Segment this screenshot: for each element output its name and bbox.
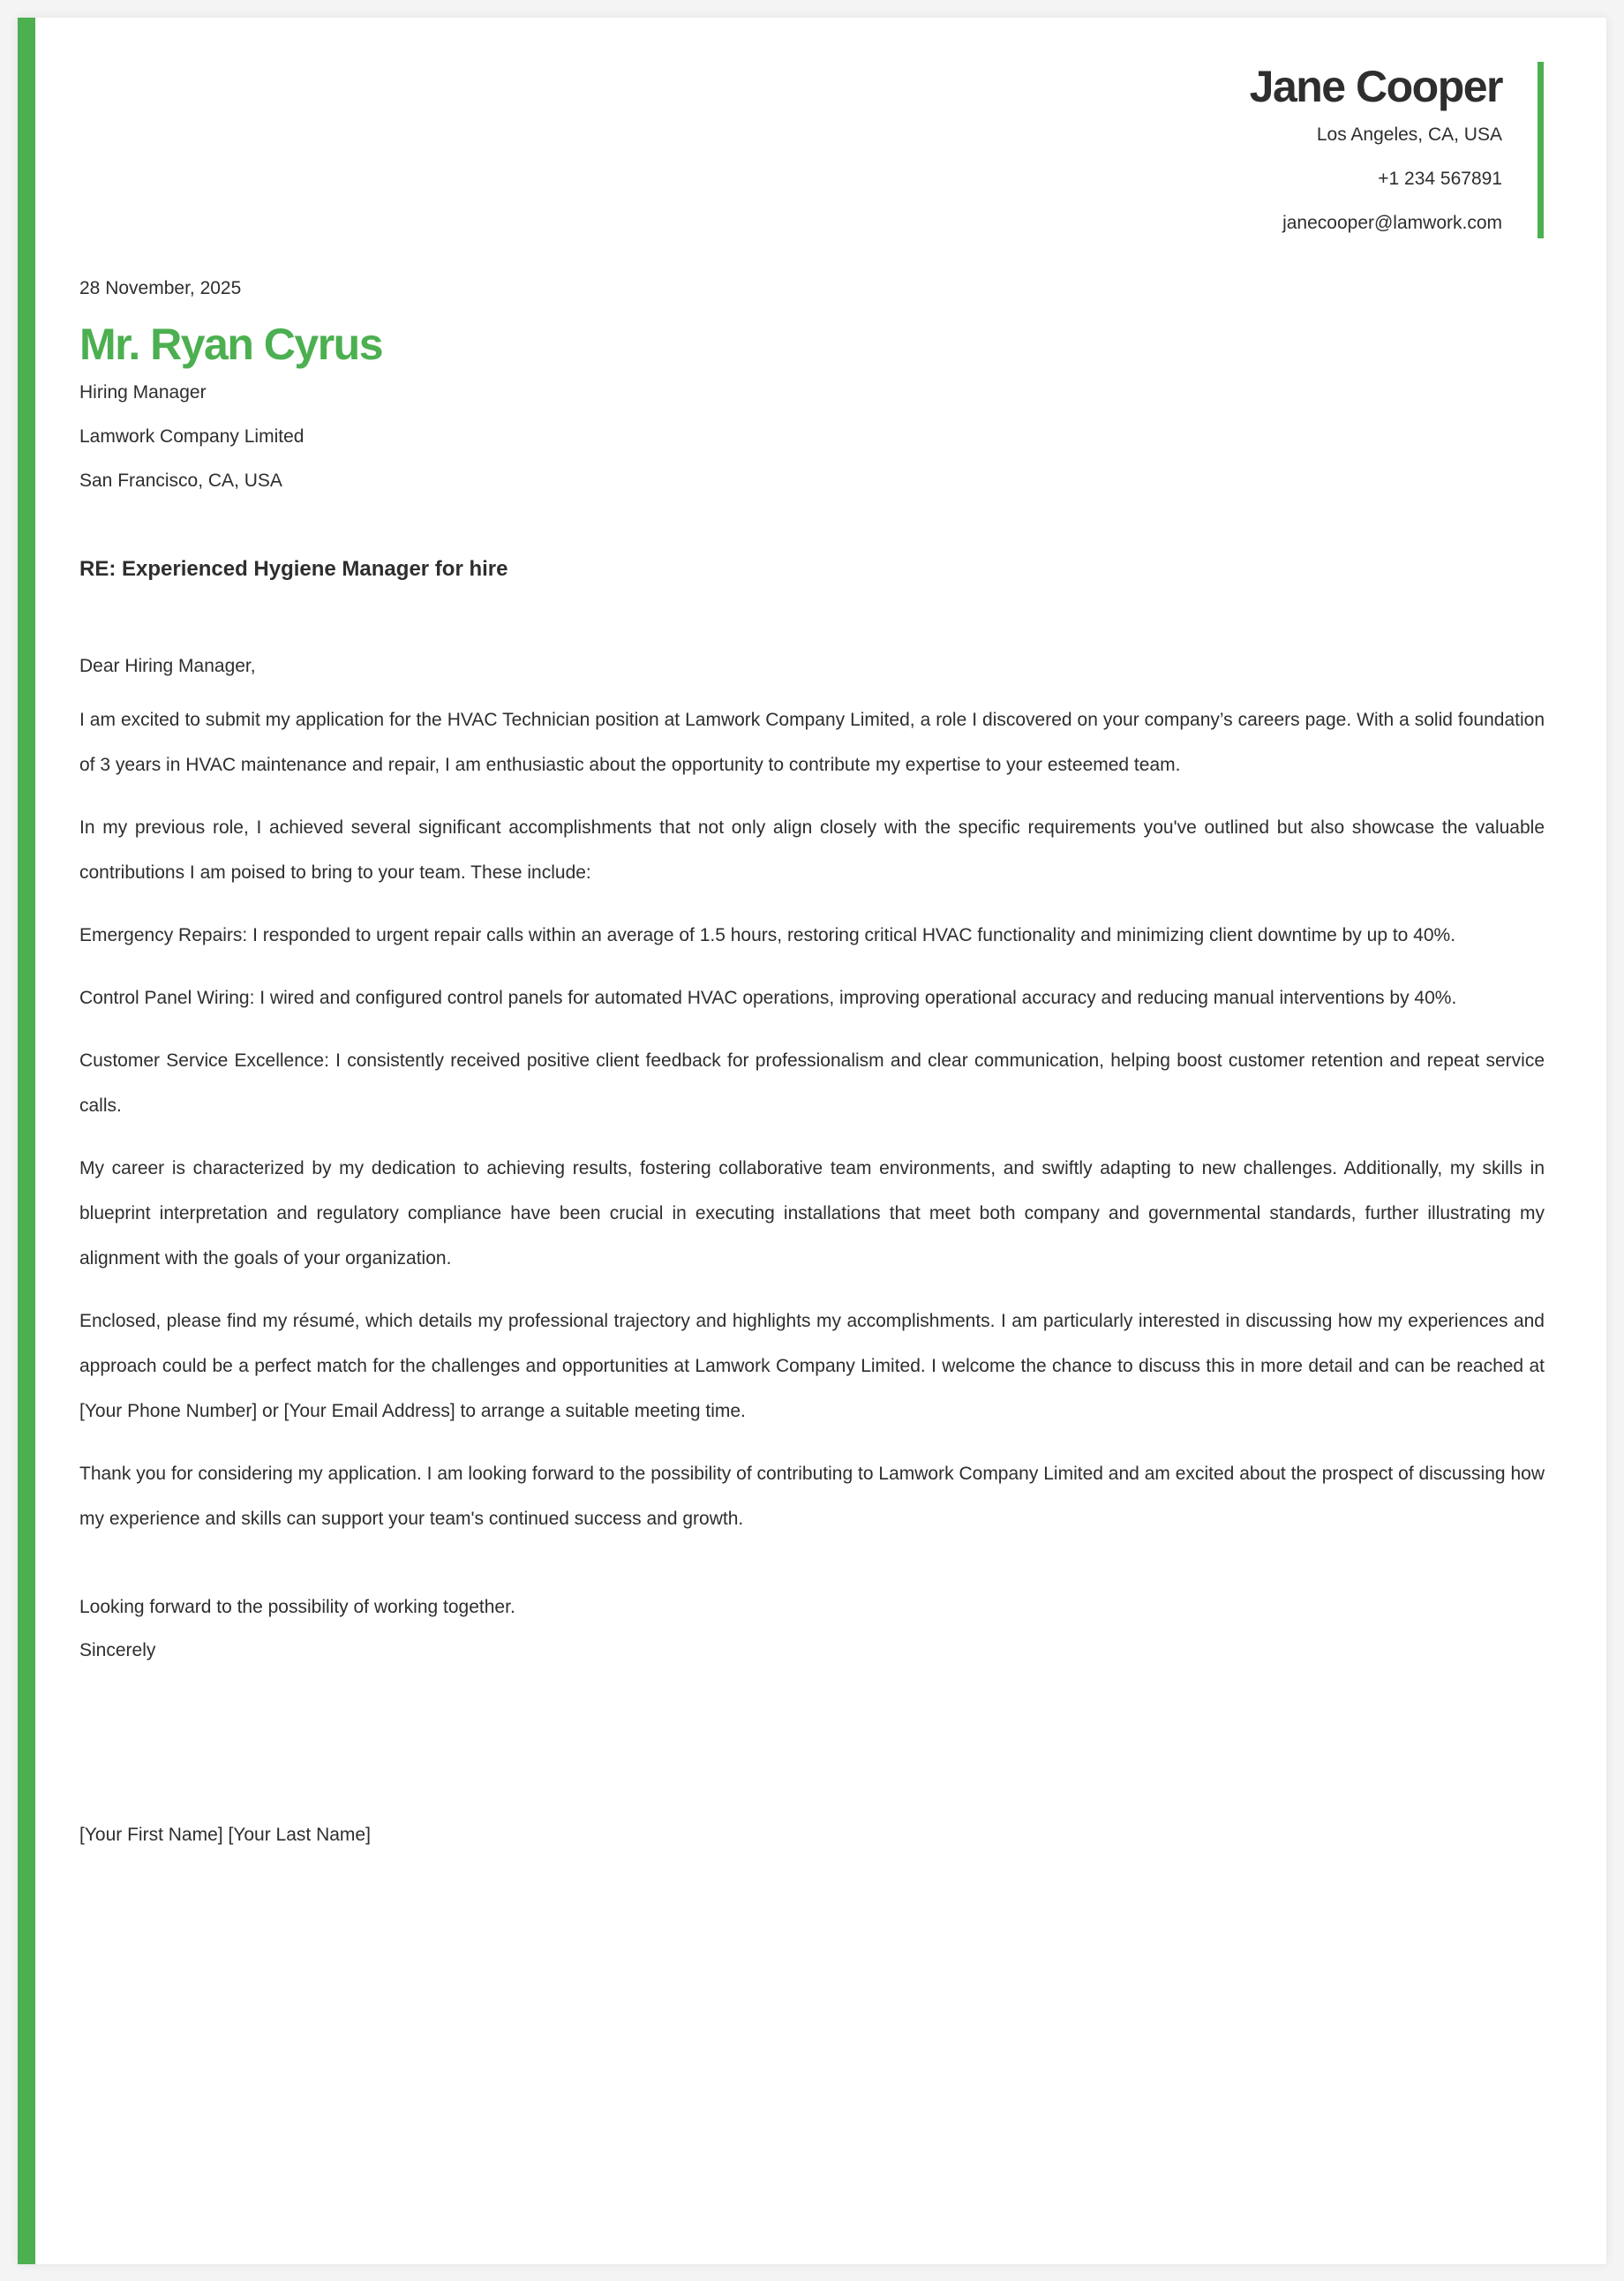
header-accent-bar (1538, 62, 1544, 238)
paragraph: I am excited to submit my application for the HVAC Technician position at Lamwork Company Limited, a role I discovered on your company’s careers page. With a solid foundation of 3 years in HVAC maintenance and repair, I am enthusiastic about the opportunity to contribute my expertise to your esteemed team. (79, 710, 1545, 775)
subject-line: RE: Experienced Hygiene Manager for hire (79, 557, 508, 581)
paragraph: Thank you for considering my application. I am looking forward to the possibility of contributing to Lamwork Company Limited and am excited about the prospect of discussing how my experience and skills can support your team's continued success and growth. (79, 1464, 1545, 1529)
signature-name: [Your First Name] [Your Last Name] (79, 1825, 371, 1845)
paragraph: My career is characterized by my dedication to achieving results, fostering collaborative team environments, and swiftly adapting to new challenges. Additionally, my skills in blueprint interpretation and regulatory compliance have been crucial in executing installations that meet both company and governmental standards, further illustrating my alignment with the goals of your organization. (79, 1158, 1545, 1268)
paragraph: In my previous role, I achieved several significant accomplishments that not only align closely with the specific requirements you've outlined but also showcase the valuable contributions I am poised to bring to your team. These include: (79, 817, 1545, 883)
accent-left-bar (18, 18, 35, 2264)
sender-name: Jane Cooper (1249, 62, 1502, 111)
sender-location: Los Angeles, CA, USA (1316, 124, 1502, 145)
cover-letter-page (18, 18, 1606, 2264)
paragraph: Emergency Repairs: I responded to urgent repair calls within an average of 1.5 hours, restoring critical HVAC functionality and minimizing client downtime by up to 40%. (79, 925, 1456, 945)
paragraph: Control Panel Wiring: I wired and configured control panels for automated HVAC operations, improving operational accuracy and reducing manual interventions by 40%. (79, 988, 1457, 1008)
recipient-title: Hiring Manager (79, 382, 207, 403)
paragraph: Enclosed, please find my résumé, which details my professional trajectory and highlights my accomplishments. I am particularly interested in discussing how my experiences and approach could be a perfect match for the challenges and opportunities at Lamwork Company Limited. I welcome the chance to discuss this in more detail and can be reached at [Your Phone Number] or [Your Email Address] to arrange a suitable meeting time. (79, 1311, 1545, 1421)
greeting: Dear Hiring Manager, (79, 656, 256, 676)
sender-phone: +1 234 567891 (1378, 169, 1502, 189)
sender-email: janecooper@lamwork.com (1282, 213, 1502, 233)
signoff: Sincerely (79, 1640, 156, 1660)
letter-body (79, 265, 1545, 1848)
closing-line: Looking forward to the possibility of working together. (79, 1597, 515, 1617)
sender-header (1250, 60, 1502, 245)
closing (79, 1585, 1545, 1672)
recipient-location: San Francisco, CA, USA (79, 471, 282, 491)
recipient-name: Mr. Ryan Cyrus (79, 320, 383, 369)
recipient-company: Lamwork Company Limited (79, 426, 304, 447)
paragraph: Customer Service Excellence: I consistently received positive client feedback for professionalism and clear communication, helping boost customer retention and repeat service calls. (79, 1050, 1545, 1116)
letter-date: 28 November, 2025 (79, 278, 242, 298)
